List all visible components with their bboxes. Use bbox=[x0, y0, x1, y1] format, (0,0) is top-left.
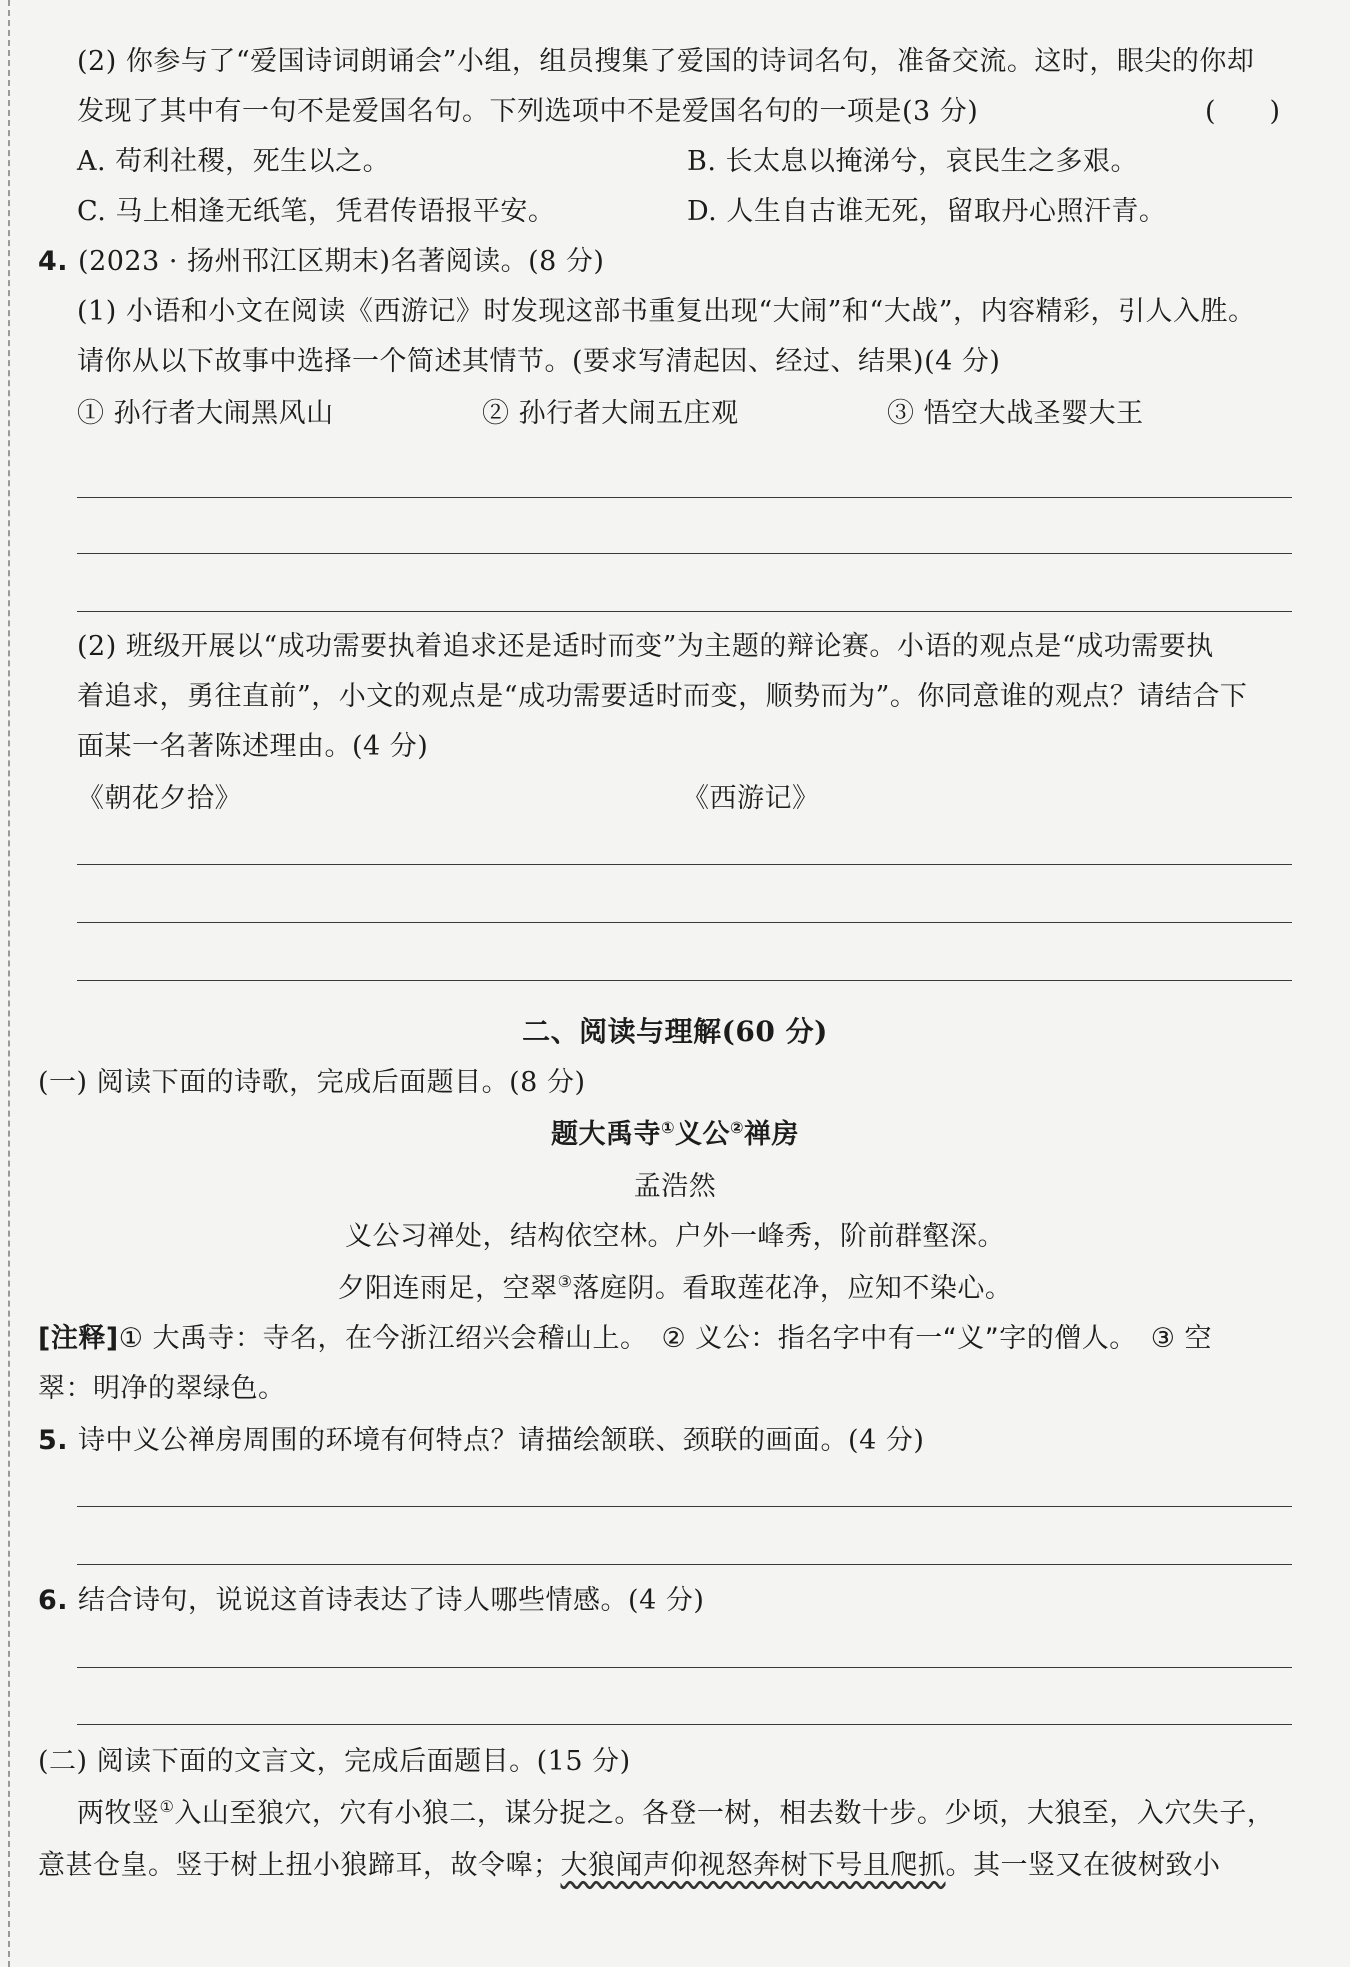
answer-line[interactable] bbox=[77, 611, 1292, 612]
q6: 6. 结合诗句，说说这首诗表达了诗人哪些情感。(4 分) bbox=[38, 1585, 705, 1616]
story-option-2: ② 孙行者大闹五庄观 bbox=[482, 398, 739, 429]
q4-head-text: (2023 · 扬州邗江区期末)名著阅读。(8 分) bbox=[78, 246, 605, 277]
part2-intro: (二) 阅读下面的文言文，完成后面题目。(15 分) bbox=[38, 1746, 631, 1777]
q4-part2-line3: 面某一名著陈述理由。(4 分) bbox=[77, 731, 429, 762]
answer-line[interactable] bbox=[77, 1564, 1292, 1565]
story-option-3: ③ 悟空大战圣婴大王 bbox=[887, 398, 1144, 429]
answer-line[interactable] bbox=[77, 1667, 1292, 1668]
note-line-1: [注释]① 大禹寺：寺名，在今浙江绍兴会稽山上。 ② 义公：指名字中有一“义”字的僧人。 ③ 空 bbox=[38, 1323, 1213, 1354]
q5: 5. 诗中义公禅房周围的环境有何特点？请描绘颔联、颈联的画面。(4 分) bbox=[38, 1425, 925, 1456]
book-option-1: 《朝花夕拾》 bbox=[77, 783, 242, 814]
prose-line-2: 意甚仓皇。竖于树上扭小狼蹄耳，故令嗥；大狼闻声仰视怒奔树下号且爬抓。其一竖又在彼树致小 bbox=[38, 1850, 1221, 1881]
question-number: 6. bbox=[38, 1585, 69, 1616]
answer-line[interactable] bbox=[77, 980, 1292, 981]
q4-part2-line1: (2) 班级开展以“成功需要执着追求还是适时而变”为主题的辩论赛。小语的观点是“成功需要执 bbox=[77, 631, 1214, 662]
q4-part1-line2: 请你从以下故事中选择一个简述其情节。(要求写清起因、经过、结果)(4 分) bbox=[77, 346, 1001, 377]
answer-line[interactable] bbox=[77, 922, 1292, 923]
question-number: 5. bbox=[38, 1425, 69, 1456]
option-c[interactable]: C. 马上相逢无纸笔，凭君传语报平安。 bbox=[77, 196, 556, 227]
q4-part1-line1: (1) 小语和小文在阅读《西游记》时发现这部书重复出现“大闹”和“大战”，内容精彩，引人入胜。 bbox=[77, 296, 1256, 327]
wavy-underlined-sentence: 大狼闻声仰视怒奔树下号且爬抓 bbox=[560, 1850, 946, 1881]
answer-line[interactable] bbox=[77, 1724, 1292, 1725]
q4-part2-line2: 着追求，勇往直前”，小文的观点是“成功需要适时而变，顺势而为”。你同意谁的观点？请结合下 bbox=[77, 681, 1248, 712]
q3-part2-line2: 发现了其中有一句不是爱国名句。下列选项中不是爱国名句的一项是(3 分) bbox=[77, 96, 979, 127]
answer-line[interactable] bbox=[77, 497, 1292, 498]
part1-intro: (一) 阅读下面的诗歌，完成后面题目。(8 分) bbox=[38, 1067, 586, 1098]
question-number: 4. bbox=[38, 246, 69, 277]
note-label: [注释] bbox=[38, 1323, 119, 1354]
prose-line-1: 两牧竖①入山至狼穴，穴有小狼二，谋分捉之。各登一树，相去数十步。少顷，大狼至，入穴失子， bbox=[77, 1797, 1275, 1829]
section-title: 二、阅读与理解(60 分) bbox=[522, 1015, 828, 1048]
option-a[interactable]: A. 苟利社稷，死生以之。 bbox=[77, 146, 391, 177]
book-option-2: 《西游记》 bbox=[682, 783, 820, 814]
poem-line-2: 夕阳连雨足，空翠③落庭阴。看取莲花净，应知不染心。 bbox=[337, 1272, 1013, 1304]
q3-part2-line1: (2) 你参与了“爱国诗词朗诵会”小组，组员搜集了爱国的诗词名句，准备交流。这时，眼尖的你却 bbox=[77, 46, 1255, 77]
answer-line[interactable] bbox=[77, 553, 1292, 554]
answer-parentheses[interactable]: ( ) bbox=[1205, 96, 1281, 127]
q4-heading bbox=[38, 245, 604, 279]
note-line-2: 翠：明净的翠绿色。 bbox=[38, 1373, 286, 1404]
poem-author: 孟浩然 bbox=[633, 1171, 717, 1202]
poem-line-1: 义公习禅处，结构依空林。户外一峰秀，阶前群壑深。 bbox=[345, 1221, 1005, 1252]
option-d[interactable]: D. 人生自古谁无死，留取丹心照汗青。 bbox=[687, 196, 1167, 227]
answer-line[interactable] bbox=[77, 864, 1292, 865]
poem-title: 题大禹寺①义公②禅房 bbox=[550, 1118, 800, 1150]
binding-dashed-line bbox=[8, 0, 10, 1967]
option-b[interactable]: B. 长太息以掩涕兮，哀民生之多艰。 bbox=[687, 146, 1139, 177]
answer-line[interactable] bbox=[77, 1506, 1292, 1507]
story-option-1: ① 孙行者大闹黑风山 bbox=[77, 398, 334, 429]
